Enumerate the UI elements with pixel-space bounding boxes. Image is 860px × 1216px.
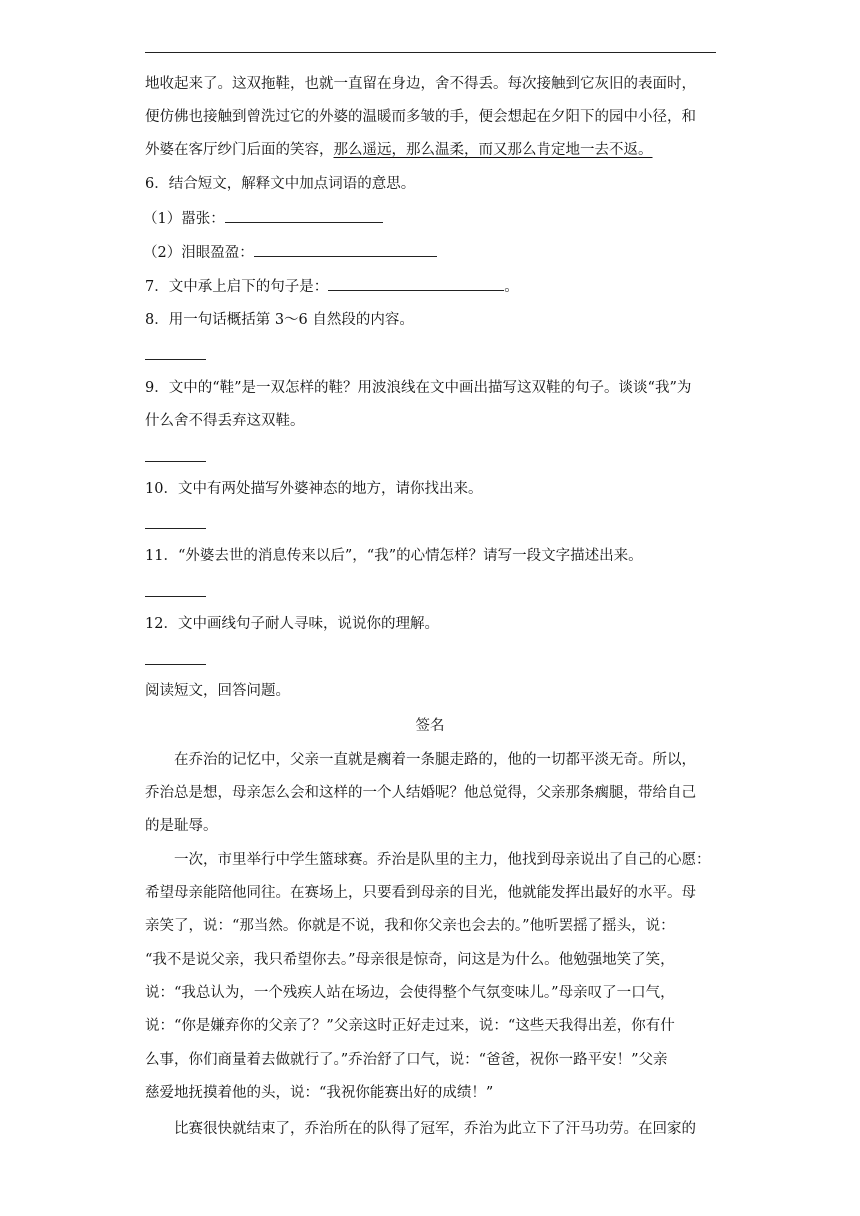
passage-text: 外婆在客厅纱门后面的笑容， bbox=[145, 142, 334, 158]
passage-line: 乔治总是想，母亲怎么会和这样的一个人结婚呢？他总觉得，父亲那条瘸腿，带给自己 bbox=[145, 785, 696, 801]
passage-title: 签名 bbox=[415, 718, 445, 734]
passage-line: 亲笑了，说：“那当然。你就是不说，我和你父亲也会去的。”他听罢摇了摇头，说： bbox=[145, 918, 675, 934]
passage-line: 说：“你是嫌弃你的父亲了？”父亲这时正好走过来，说：“这些天我得出差，你有什 bbox=[145, 1018, 675, 1034]
answer-blank[interactable] bbox=[328, 276, 504, 291]
question-6-2 bbox=[143, 242, 437, 263]
question-9: 9．文中的“鞋”是一双怎样的鞋？用波浪线在文中画出描写这双鞋的句子。谈谈“我”为 bbox=[145, 380, 692, 396]
question-9-cont: 什么舍不得丢弃这双鞋。 bbox=[145, 413, 305, 429]
answer-line[interactable] bbox=[145, 528, 206, 529]
question-12: 12．文中画线句子耐人寻味，说说你的理解。 bbox=[145, 616, 439, 632]
passage-line: 的是耻辱。 bbox=[145, 818, 218, 834]
question-10: 10．文中有两处描写外婆神态的地方，请你找出来。 bbox=[145, 481, 483, 497]
reading-instruction: 阅读短文，回答问题。 bbox=[145, 683, 290, 699]
passage-line: “我不是说父亲，我只希望你去。”母亲很是惊奇，问这是为什么。他勉强地笑了笑， bbox=[145, 952, 675, 968]
answer-line[interactable] bbox=[145, 461, 206, 462]
passage-line: 一次，市里举行中学生篮球赛。乔治是队里的主力，他找到母亲说出了自己的心愿： bbox=[174, 852, 711, 868]
passage-line: 希望母亲能陪他同往。在赛场上，只要看到母亲的目光，他就能发挥出最好的水平。母 bbox=[145, 885, 696, 901]
question-11: 11．“外婆去世的消息传来以后”，“我”的心情怎样？请写一段文字描述出来。 bbox=[145, 548, 643, 564]
answer-blank[interactable] bbox=[225, 208, 383, 223]
question-label: （2）泪眼盈盈： bbox=[143, 245, 254, 261]
passage-line: 便仿佛也接触到曾洗过它的外婆的温暖而多皱的手，便会想起在夕阳下的园中小径，和 bbox=[145, 109, 696, 125]
passage-line: 说：“我总认为，一个残疾人站在场边，会使得整个气氛变味儿。”母亲叹了一口气， bbox=[145, 985, 675, 1001]
question-label: （1）嚣张： bbox=[143, 211, 225, 227]
question-8: 8．用一句话概括第 3～6 自然段的内容。 bbox=[145, 312, 414, 328]
answer-line[interactable] bbox=[145, 664, 206, 665]
passage-line: 在乔治的记忆中，父亲一直就是瘸着一条腿走路的，他的一切都平淡无奇。所以， bbox=[174, 752, 696, 768]
passage-line: 慈爱地抚摸着他的头，说：“我祝你能赛出好的成绩！” bbox=[145, 1085, 494, 1101]
question-label: 。 bbox=[504, 279, 519, 295]
passage-line bbox=[145, 140, 653, 160]
passage-line: 么事，你们商量着去做就行了。”乔治舒了口气，说：“爸爸，祝你一路平安！”父亲 bbox=[145, 1052, 668, 1068]
answer-blank[interactable] bbox=[254, 242, 437, 257]
answer-line[interactable] bbox=[145, 359, 206, 360]
question-6-1 bbox=[143, 208, 383, 229]
question-label: 7．文中承上启下的句子是： bbox=[145, 279, 329, 295]
passage-line: 比赛很快就结束了，乔治所在的队得了冠军，乔治为此立下了汗马功劳。在回家的 bbox=[174, 1121, 696, 1137]
question-7 bbox=[145, 276, 519, 297]
underlined-sentence: 那么遥远，那么温柔，而又那么肯定地一去不返。 bbox=[333, 142, 653, 158]
question-6: 6．结合短文，解释文中加点词语的意思。 bbox=[145, 176, 416, 192]
top-rule bbox=[145, 52, 716, 53]
answer-line[interactable] bbox=[145, 596, 206, 597]
passage-line: 地收起来了。这双拖鞋，也就一直留在身边，舍不得丢。每次接触到它灰旧的表面时， bbox=[145, 76, 696, 92]
